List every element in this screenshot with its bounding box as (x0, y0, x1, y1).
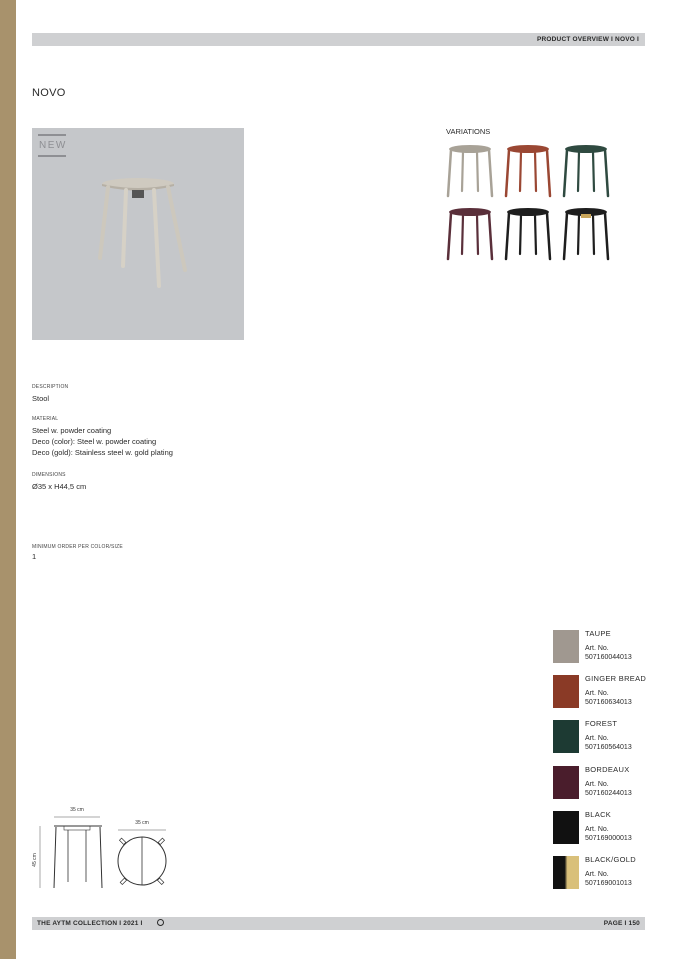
variations-label: VARIATIONS (446, 127, 491, 136)
swatch-chip (553, 630, 579, 663)
swatch-chip (553, 720, 579, 753)
swatch-chip (553, 766, 579, 799)
stool-image (32, 128, 244, 340)
product-hero-image (32, 128, 244, 340)
swatch-name: BORDEAUX (585, 765, 630, 774)
swatch-chip (553, 811, 579, 844)
footer-page-number: PAGE I 150 (603, 920, 640, 927)
side-color-strip (0, 0, 16, 959)
swatch-black (553, 810, 653, 850)
swatch-ginger-bread (553, 674, 653, 714)
swatch-taupe (553, 629, 653, 669)
swatch-black-gold (553, 855, 653, 895)
top-label: 35 cm (135, 820, 149, 826)
art-no-label: Art. No. (585, 690, 609, 697)
variation-stool (444, 141, 496, 203)
variation-stool (560, 204, 612, 266)
height-label: 45 cm (32, 853, 38, 867)
header-bar (32, 33, 645, 46)
swatch-name: TAUPE (585, 629, 611, 638)
swatch-name: FOREST (585, 719, 618, 728)
swatch-bordeaux (553, 765, 653, 805)
new-badge-label: NEW (39, 140, 67, 151)
material-caption: MATERIAL (32, 416, 59, 422)
art-no-value: 507160244013 (585, 790, 632, 797)
variation-stool (502, 141, 554, 203)
variation-stool (502, 204, 554, 266)
footer-bar (32, 917, 645, 930)
swatch-chip (553, 675, 579, 708)
material-line: Deco (gold): Stainless steel w. gold plating (32, 448, 173, 457)
swatch-forest (553, 719, 653, 759)
swatch-name: BLACK/GOLD (585, 855, 636, 864)
dimensions-caption: DIMENSIONS (32, 472, 66, 478)
material-line: Steel w. powder coating (32, 426, 112, 435)
material-section (32, 416, 173, 458)
min-order-section (32, 544, 123, 561)
swatch-name: GINGER BREAD (585, 674, 647, 683)
dimension-drawing (28, 800, 188, 900)
material-line: Deco (color): Steel w. powder coating (32, 437, 157, 446)
min-order-caption: MINIMUM ORDER PER COLOR/SIZE (32, 544, 123, 550)
dimensions-value: Ø35 x H44,5 cm (32, 482, 87, 491)
swatch-chip (553, 856, 579, 889)
variations-grid (444, 141, 614, 266)
min-order-value: 1 (32, 552, 37, 561)
swatch-name: BLACK (585, 810, 612, 819)
art-no-value: 507169001013 (585, 880, 632, 887)
footer-collection-text: THE AYTM COLLECTION I 2021 I (37, 920, 143, 927)
dimensions-section (32, 472, 86, 492)
art-no-label: Art. No. (585, 871, 609, 878)
footer-left (37, 917, 164, 930)
art-no-value: 507160044013 (585, 654, 632, 661)
width-label: 35 cm (70, 807, 84, 813)
description-section (32, 384, 68, 404)
art-no-value: 507169000013 (585, 835, 632, 842)
art-no-value: 507160634013 (585, 699, 632, 706)
art-no-label: Art. No. (585, 781, 609, 788)
art-no-label: Art. No. (585, 826, 609, 833)
description-value: Stool (32, 394, 50, 403)
header-text: PRODUCT OVERVIEW I NOVO I (536, 36, 639, 43)
art-no-label: Art. No. (585, 735, 609, 742)
art-no-value: 507160564013 (585, 744, 632, 751)
description-caption: DESCRIPTION (32, 384, 69, 390)
art-no-label: Art. No. (585, 645, 609, 652)
brand-logo-icon (157, 919, 164, 926)
variation-stool (560, 141, 612, 203)
page-title: NOVO (32, 87, 66, 99)
variation-stool (444, 204, 496, 266)
